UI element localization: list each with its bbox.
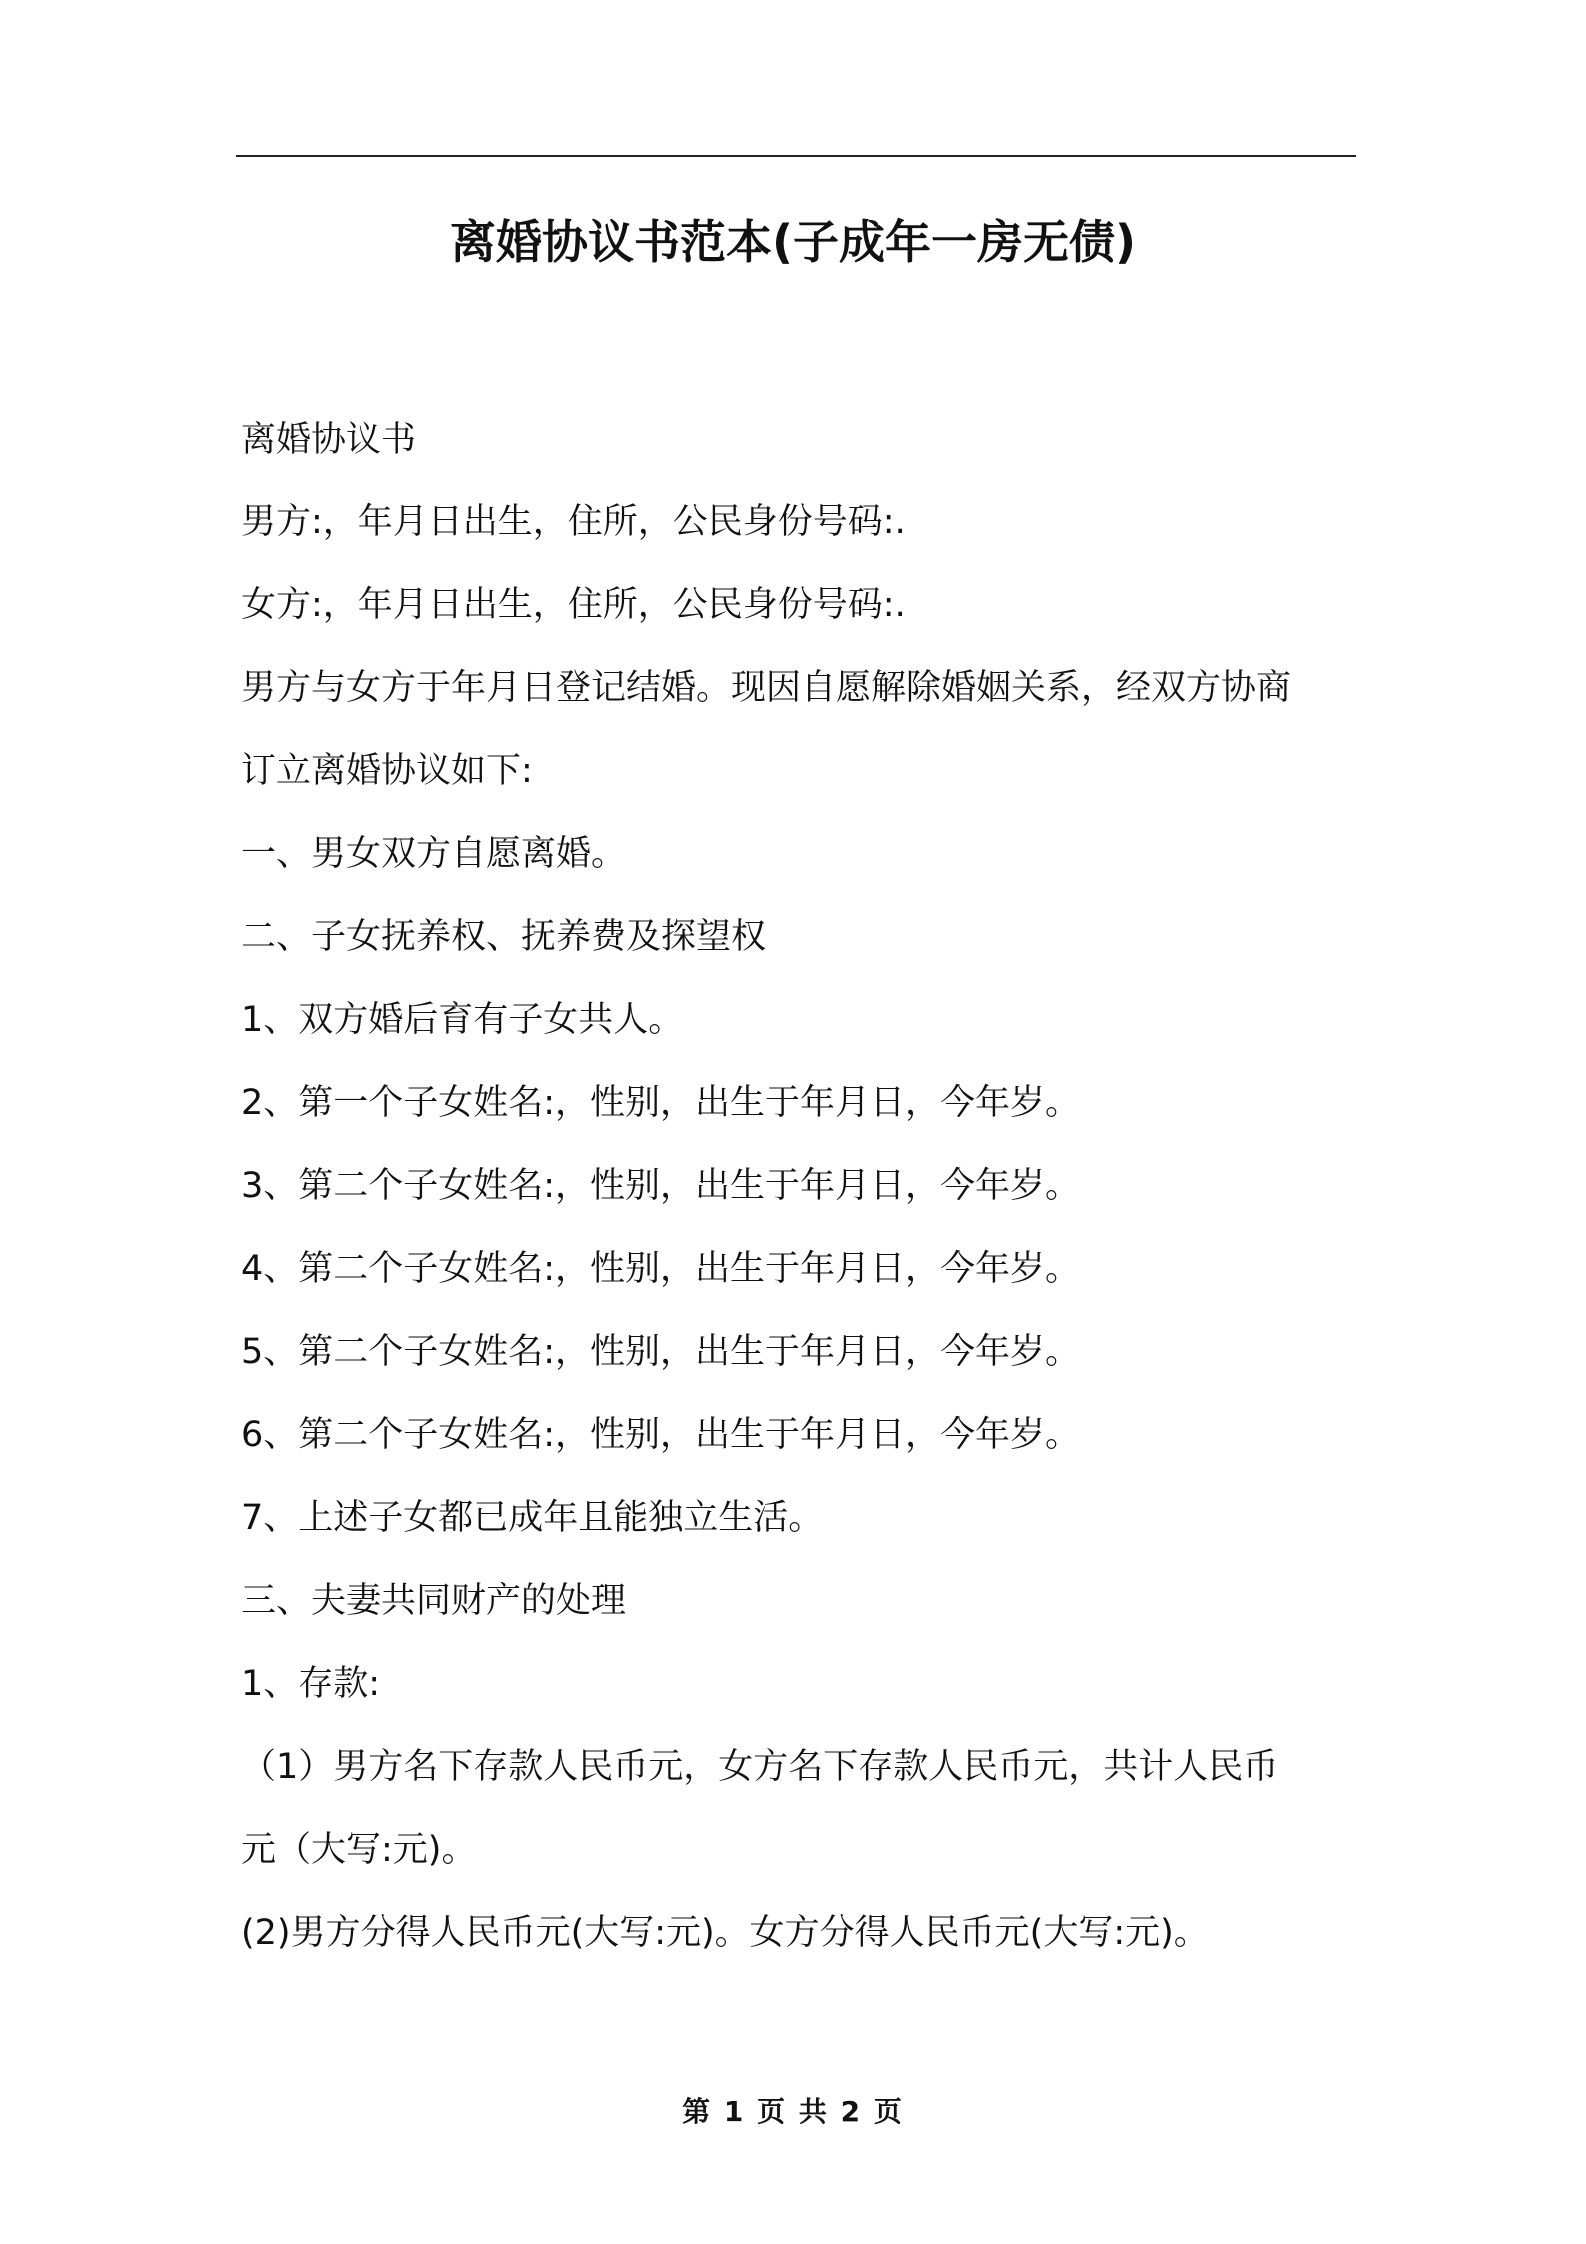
line-husband-info: 男方:，年月日出生，住所，公民身份号码:. — [241, 502, 906, 542]
line-marriage-statement: 男方与女方于年月日登记结婚。现因自愿解除婚姻关系，经双方协商 — [241, 668, 1292, 708]
document-title: 离婚协议书范本(子成年一房无债) — [449, 215, 1137, 269]
list-item: 1、双方婚后育有子女共人。 — [241, 1000, 684, 1040]
list-item: 3、第二个子女姓名:，性别，出生于年月日，今年岁。 — [241, 1166, 1081, 1206]
list-item: 7、上述子女都已成年且能独立生活。 — [241, 1498, 824, 1538]
list-item: (2)男方分得人民币元(大写:元)。女方分得人民币元(大写:元)。 — [241, 1913, 1209, 1953]
list-item-continuation: 元（大写:元)。 — [241, 1830, 477, 1870]
heading-agreement: 离婚协议书 — [241, 420, 417, 460]
section-3-heading: 三、夫妻共同财产的处理 — [241, 1581, 627, 1621]
list-item: （1）男方名下存款人民币元，女方名下存款人民币元，共计人民币 — [241, 1747, 1279, 1787]
list-item: 4、第二个子女姓名:，性别，出生于年月日，今年岁。 — [241, 1249, 1081, 1289]
page-number: 第 1 页 共 2 页 — [682, 2095, 904, 2128]
list-item: 6、第二个子女姓名:，性别，出生于年月日，今年岁。 — [241, 1415, 1081, 1455]
list-item: 2、第一个子女姓名:，性别，出生于年月日，今年岁。 — [241, 1083, 1081, 1123]
section-1-heading: 一、男女双方自愿离婚。 — [241, 834, 627, 874]
section-2-heading: 二、子女抚养权、抚养费及探望权 — [241, 917, 767, 957]
line-wife-info: 女方:，年月日出生，住所，公民身份号码:. — [241, 585, 906, 625]
line-agreement-intro: 订立离婚协议如下: — [241, 751, 533, 791]
list-item: 1、存款: — [241, 1664, 381, 1704]
list-item: 5、第二个子女姓名:，性别，出生于年月日，今年岁。 — [241, 1332, 1081, 1372]
header-rule — [236, 155, 1356, 157]
